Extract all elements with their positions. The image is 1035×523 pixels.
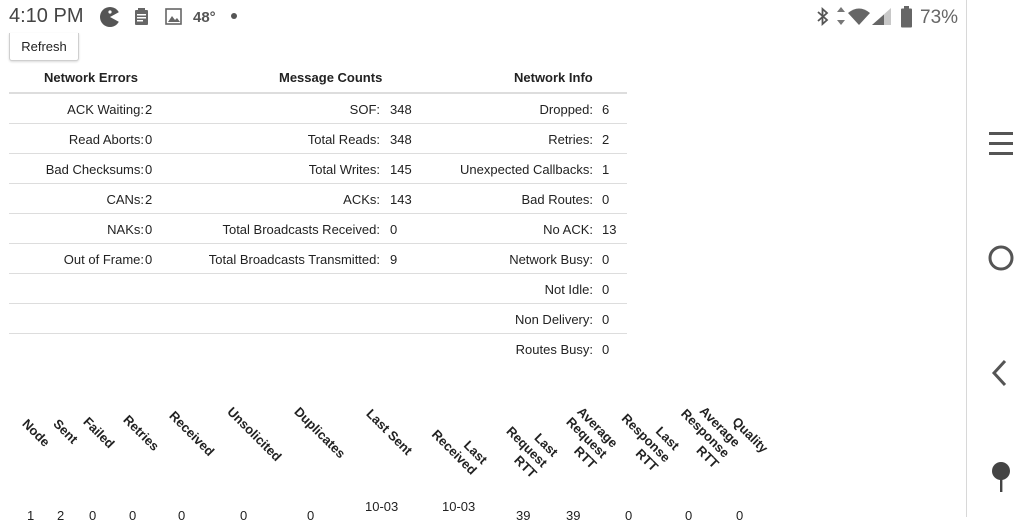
column-header-node[interactable]: Node — [19, 416, 53, 450]
home-icon[interactable] — [985, 242, 1017, 274]
message-count-value: 348 — [390, 102, 412, 117]
battery-percent: 73% — [920, 7, 959, 28]
last-received-cell: 10-03 — [442, 499, 476, 514]
navigation-bar — [966, 0, 1035, 517]
column-header-last-request-rtt[interactable]: Last Request RTT — [503, 423, 562, 481]
signal-icon — [871, 7, 892, 26]
node-cell: 1 — [27, 508, 35, 523]
network-info-label: No ACK: — [543, 222, 593, 237]
status-bar — [0, 0, 966, 34]
message-count-label: Total Broadcasts Received: — [222, 222, 380, 237]
network-info-label: Not Idle: — [544, 282, 593, 297]
stats-row — [9, 94, 627, 124]
network-error-label: Read Aborts: — [68, 132, 144, 147]
network-error-value: 0 — [145, 222, 153, 237]
quality-cell: 0 — [736, 508, 744, 523]
pacman-icon — [99, 6, 121, 28]
network-info-label: Unexpected Callbacks: — [460, 162, 593, 177]
battery-icon — [900, 6, 913, 28]
average-request-rtt-cell: 39 — [566, 508, 581, 523]
node-statistics-table — [0, 390, 966, 523]
network-error-value: 2 — [145, 192, 153, 207]
failed-cell: 0 — [89, 508, 97, 523]
column-header-quality[interactable]: Quality — [729, 414, 772, 456]
message-count-value: 9 — [390, 252, 398, 267]
column-header-failed[interactable]: Failed — [80, 414, 118, 452]
network-info-value: 0 — [602, 342, 610, 357]
column-header-average-request-rtt[interactable]: Average Request RTT — [563, 403, 621, 472]
clipboard-icon — [134, 8, 149, 26]
network-info-label: Retries: — [548, 132, 593, 147]
last-response-rtt-cell: 0 — [625, 508, 633, 523]
column-header-retries[interactable]: Retries — [120, 412, 163, 454]
duplicates-cell: 0 — [307, 508, 315, 523]
network-error-label: NAKs: — [107, 222, 144, 237]
network-error-label: CANs: — [106, 192, 144, 207]
message-count-label: ACKs: — [343, 192, 380, 207]
network-info-label: Dropped: — [539, 102, 593, 117]
message-count-label: Total Reads: — [307, 132, 380, 147]
message-count-value: 348 — [390, 132, 412, 147]
refresh-button[interactable]: Refresh — [9, 33, 79, 61]
network-info-value: 0 — [602, 252, 610, 267]
network-info-label: Non Delivery: — [514, 312, 593, 327]
message-count-label: SOF: — [349, 102, 380, 117]
last-request-rtt-cell: 39 — [516, 508, 531, 523]
bluetooth-icon — [816, 6, 830, 27]
received-cell: 0 — [178, 508, 186, 523]
notification-dot — [231, 13, 237, 19]
network-error-value: 0 — [145, 132, 153, 147]
stats-row — [9, 274, 627, 304]
data-arrows-icon — [836, 6, 846, 26]
retries-cell: 0 — [129, 508, 137, 523]
network-error-value: 0 — [145, 252, 153, 267]
network-info-value: 13 — [602, 222, 617, 237]
column-header-received[interactable]: Received — [166, 408, 218, 459]
stats-row — [9, 184, 627, 214]
pin-icon[interactable] — [985, 460, 1017, 492]
network-info-value: 0 — [602, 312, 610, 327]
message-count-value: 0 — [390, 222, 398, 237]
network-error-label: Bad Checksums: — [45, 162, 144, 177]
menu-icon[interactable] — [985, 128, 1017, 160]
message-count-label: Total Writes: — [308, 162, 380, 177]
network-error-value: 2 — [145, 102, 153, 117]
average-response-rtt-cell: 0 — [685, 508, 693, 523]
column-header-last-response-rtt[interactable]: Last Response RTT — [618, 410, 683, 475]
network-info-value: 6 — [602, 102, 610, 117]
network-info-value: 1 — [602, 162, 610, 177]
column-header-last-sent[interactable]: Last Sent — [363, 406, 416, 458]
network-error-label: ACK Waiting: — [67, 102, 144, 117]
column-header-duplicates[interactable]: Duplicates — [291, 404, 349, 462]
wifi-icon — [847, 7, 871, 26]
column-header-sent[interactable]: Sent — [50, 416, 81, 447]
stats-row — [9, 334, 627, 363]
network-stats-table — [9, 64, 627, 363]
network-info-value: 0 — [602, 282, 610, 297]
message-count-label: Total Broadcasts Transmitted: — [208, 252, 380, 267]
column-header-last-received[interactable]: Last Received — [428, 426, 491, 478]
message-count-value: 145 — [390, 162, 412, 177]
stats-row — [9, 124, 627, 154]
network-error-label: Out of Frame: — [63, 252, 144, 267]
sent-cell: 2 — [57, 508, 65, 523]
network-error-value: 0 — [145, 162, 153, 177]
network-info-label: Network Busy: — [509, 252, 593, 267]
last-sent-cell: 10-03 — [365, 499, 399, 514]
network-info-label: Bad Routes: — [521, 192, 593, 207]
unsolicited-cell: 0 — [240, 508, 248, 523]
network-info-value: 2 — [602, 132, 610, 147]
network-info-label: Routes Busy: — [515, 342, 593, 357]
stats-row — [9, 304, 627, 334]
network-errors-header: Network Errors — [44, 70, 138, 85]
network-info-value: 0 — [602, 192, 610, 207]
stats-header-row — [9, 64, 627, 94]
network-info-header: Network Info — [514, 70, 593, 85]
back-icon[interactable] — [985, 357, 1017, 389]
stats-row — [9, 214, 627, 244]
stats-row — [9, 154, 627, 184]
message-counts-header: Message Counts — [279, 70, 383, 85]
stats-row — [9, 244, 627, 274]
column-header-unsolicited[interactable]: Unsolicited — [224, 404, 285, 465]
message-count-value: 143 — [390, 192, 412, 207]
status-time: 4:10 PM — [9, 5, 84, 27]
column-header-average-response-rtt[interactable]: Average Response RTT — [678, 403, 744, 472]
image-icon — [165, 8, 182, 25]
temperature-label: 48° — [193, 9, 216, 26]
